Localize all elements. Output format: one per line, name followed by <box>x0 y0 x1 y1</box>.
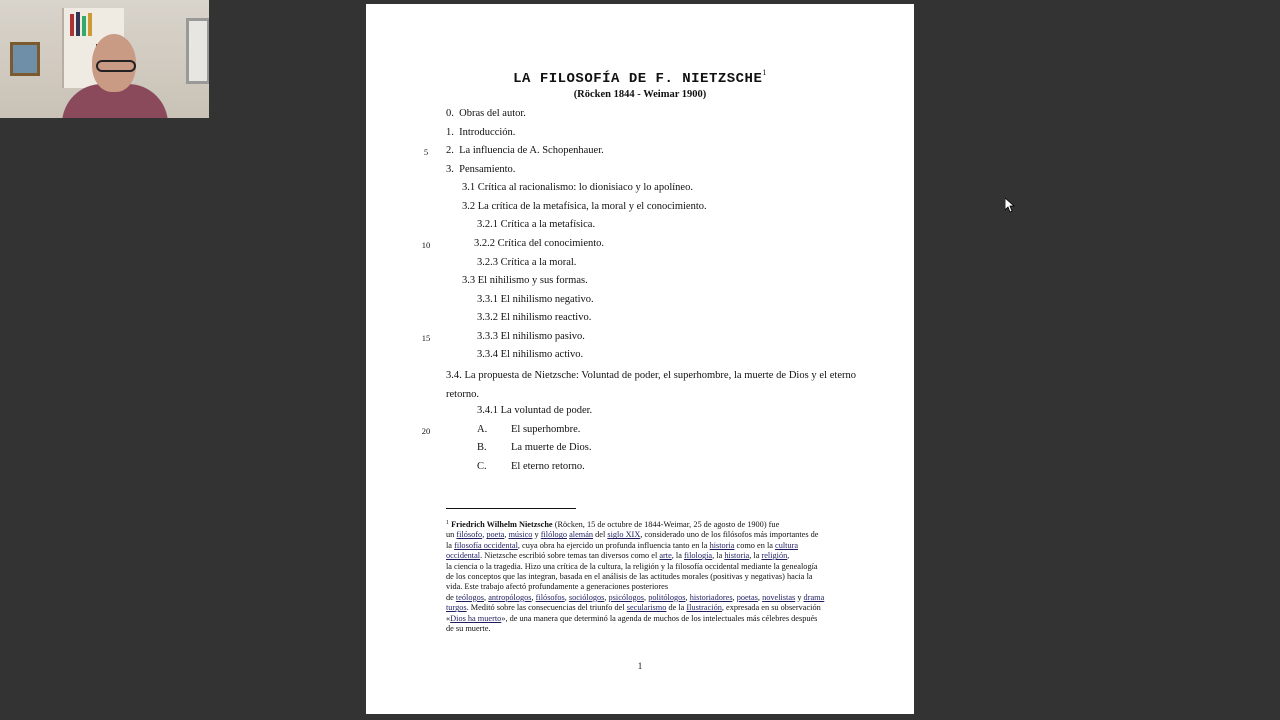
footnote-text: como en la <box>734 540 776 550</box>
link-historia-2[interactable]: historia <box>724 551 750 561</box>
link-arte[interactable]: arte <box>659 551 672 561</box>
footnote-text: , <box>482 530 487 540</box>
link-filologia[interactable]: filología <box>684 551 713 561</box>
toc-sub-text: El superhombre. <box>511 424 581 435</box>
webcam-video <box>0 0 209 118</box>
footnote-text: . Nietzsche escribió sobre temas tan diversos como el <box>480 551 660 561</box>
toc-sub-item <box>477 424 580 435</box>
footnote-text: , la <box>671 551 684 561</box>
footnote-text: , expresada en su observación <box>721 603 821 613</box>
footnote-text: , <box>757 592 763 602</box>
footnote-text: del <box>593 530 608 540</box>
toc-item: 1. Introducción. <box>446 127 516 138</box>
footnote-line: la ciencia o la tragedia. Hizo una crítica de la cultura, la religión y la filosofía occidental mediante la genealogía <box>446 561 818 571</box>
footnote-text: , <box>564 592 569 602</box>
toc-item: 2. La influencia de A. Schopenhauer. <box>446 145 604 156</box>
footnote-text: , <box>732 592 737 602</box>
footnote-text: , <box>531 592 536 602</box>
toc-item: 3. Pensamiento. <box>446 164 516 175</box>
document-page <box>366 4 914 714</box>
link-filologo[interactable]: filólogo <box>540 530 568 540</box>
toc-sub-text: El eterno retorno. <box>511 461 585 472</box>
footnote-name: Friedrich Wilhelm Nietzsche <box>451 520 553 529</box>
link-occidental[interactable]: occidental <box>446 551 481 561</box>
line-number: 5 <box>423 147 429 157</box>
footnote-text: , <box>484 592 489 602</box>
footnote-line <box>446 541 858 551</box>
link-secularismo[interactable]: secularismo <box>626 603 667 613</box>
link-aleman[interactable]: alemán <box>569 530 594 540</box>
footnote-text: , la <box>712 551 725 561</box>
toc-item: 3.1 Crítica al racionalismo: lo dionisiaco y lo apolíneo. <box>462 182 693 193</box>
toc-item: 3.4. La propuesta de Nietzsche: Voluntad de poder, el superhombre, la muerte de Dios y el eterno retorno. <box>446 370 856 400</box>
toc-item: 3.3.4 El nihilismo activo. <box>477 349 584 360</box>
footnote-text: « <box>446 613 451 623</box>
picture-frame <box>10 42 40 76</box>
link-poeta[interactable]: poeta <box>486 530 505 540</box>
footnote-text: la <box>446 540 455 550</box>
toc-item: 3.2.3 Crítica a la moral. <box>477 257 577 268</box>
link-politologos[interactable]: politólogos <box>648 592 686 602</box>
toc-item: 3.2 La crítica de la metafísica, la moral y el conocimiento. <box>462 201 707 212</box>
footnote-text: y <box>532 530 541 540</box>
picture-frame <box>186 18 209 84</box>
toc-item: 0. Obras del autor. <box>446 108 526 119</box>
toc-sub-letter: A. <box>477 424 488 435</box>
link-dios-ha-muerto[interactable]: Dios ha muerto <box>450 613 502 623</box>
footnote-text: , la <box>749 551 762 561</box>
link-filosofia-occidental[interactable]: filosofía occidental <box>454 540 518 550</box>
link-sociologos[interactable]: sociólogos <box>568 592 605 602</box>
toc-item: 3.2.2 Crítica del conocimiento. <box>474 238 605 249</box>
toc-sub-text: La muerte de Dios. <box>511 442 592 453</box>
footnote-line <box>446 530 858 540</box>
link-teologos[interactable]: teólogos <box>455 592 485 602</box>
line-number: 10 <box>421 240 431 250</box>
document-subtitle: (Röcken 1844 - Weimar 1900) <box>573 89 707 100</box>
footnote-text: de <box>446 592 456 602</box>
footnote-line <box>446 518 858 530</box>
link-historia[interactable]: historia <box>709 540 735 550</box>
footnote-line: vida. Este trabajo afectó profundamente a generaciones posteriores <box>446 582 669 592</box>
line-number: 20 <box>421 426 431 436</box>
footnote-text: , <box>504 530 509 540</box>
link-poetas[interactable]: poetas <box>736 592 758 602</box>
glasses <box>96 60 136 72</box>
footnote-text: un <box>446 530 457 540</box>
toc-item: 3.4.1 La voluntad de poder. <box>477 405 593 416</box>
footnote-line <box>446 603 858 613</box>
link-antropologos[interactable]: antropólogos <box>488 592 532 602</box>
link-novelistas[interactable]: novelistas <box>762 592 796 602</box>
footnote-text: de la <box>666 603 687 613</box>
footnote-text: , <box>787 551 790 561</box>
link-historiadores[interactable]: historiadores <box>689 592 733 602</box>
toc-sub-letter: C. <box>477 461 487 472</box>
book <box>76 12 80 36</box>
footnote-text: , cuya obra ha ejercido un profunda influencia tanto en la <box>517 540 710 550</box>
footnote-rule <box>446 508 576 509</box>
link-turgos[interactable]: turgos <box>446 603 467 613</box>
toc-sub-item <box>477 461 585 472</box>
link-drama[interactable]: drama <box>803 592 825 602</box>
toc-item: 3.3.3 El nihilismo pasivo. <box>477 331 585 342</box>
footnote-text: , <box>644 592 649 602</box>
book <box>70 14 74 36</box>
page-number: 1 <box>637 661 643 671</box>
mouse-cursor-icon <box>1005 198 1015 214</box>
toc-item: 3.3 El nihilismo y sus formas. <box>462 275 588 286</box>
footnote-line <box>446 593 858 603</box>
book <box>88 13 92 36</box>
link-filosofo[interactable]: filósofo <box>456 530 483 540</box>
footnote-text: , <box>604 592 609 602</box>
link-psicologos[interactable]: psicólogos <box>608 592 645 602</box>
footnote-line <box>446 614 858 624</box>
document-title: LA FILOSOFÍA DE F. NIETZSCHE$^1$ <box>513 68 767 87</box>
footnote <box>446 518 858 634</box>
footnote-text: y <box>795 592 804 602</box>
toc-item: 3.3.2 El nihilismo reactivo. <box>477 312 592 323</box>
book <box>82 16 86 36</box>
link-filosofos[interactable]: filósofos <box>535 592 565 602</box>
link-musico[interactable]: músico <box>508 530 533 540</box>
toc-sub-letter: B. <box>477 442 487 453</box>
title-footnote-mark: 1 <box>762 68 767 77</box>
footnote-text: . Meditó sobre las consecuencias del triunfo del <box>466 603 627 613</box>
toc-item: 3.3.1 El nihilismo negativo. <box>477 294 594 305</box>
link-religion[interactable]: religión <box>761 551 788 561</box>
footnote-text: », de una manera que determinó la agenda de muchos de los intelectuales más célebres después <box>501 613 818 623</box>
toc-item: 3.2.1 Crítica a la metafísica. <box>477 219 596 230</box>
link-siglo-xix[interactable]: siglo XIX <box>607 530 641 540</box>
footnote-line: de los conceptos que las integran, basada en el análisis de las actitudes morales (positivas y negativas) hacia la <box>446 572 813 582</box>
footnote-text: , <box>685 592 690 602</box>
footnote-text: (Röcken, 15 de octubre de 1844-Weimar, 25 de agosto de 1900) fue <box>552 520 780 529</box>
footnote-mark: 1 <box>446 520 449 526</box>
footnote-line: de su muerte. <box>446 624 491 634</box>
link-ilustracion[interactable]: Ilustración <box>686 603 722 613</box>
toc-sub-item <box>477 442 591 453</box>
link-cultura[interactable]: cultura <box>775 540 799 550</box>
line-number: 15 <box>421 333 431 343</box>
footnote-line <box>446 551 858 561</box>
footnote-text: , considerado uno de los filósofos más importantes de <box>640 530 819 540</box>
